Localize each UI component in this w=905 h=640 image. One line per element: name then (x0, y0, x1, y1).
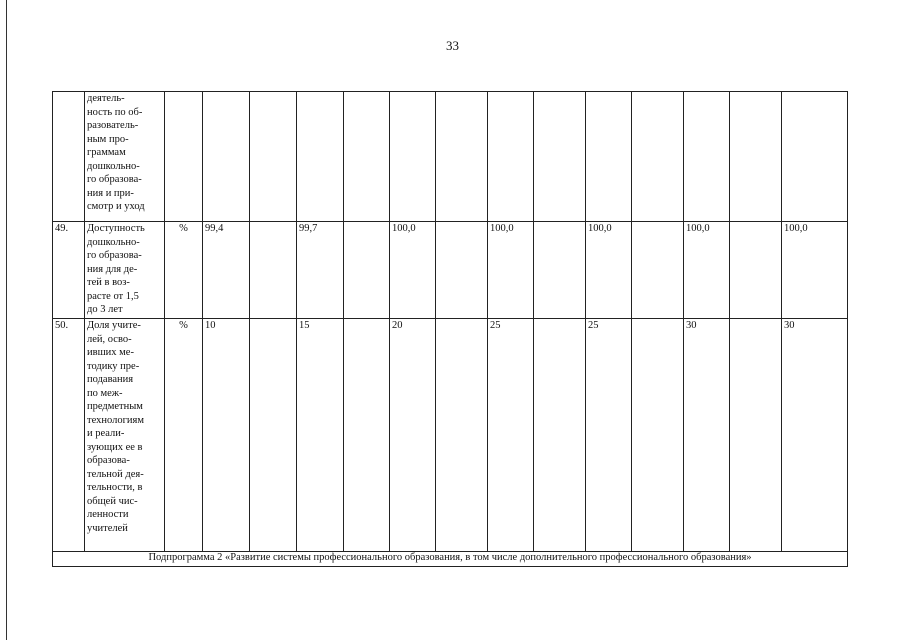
value-cell (250, 92, 297, 222)
value-cell: 20 (390, 319, 436, 552)
indicator-name-cell: Доступность дошкольно- го образова- ния для де- тей в воз- расте от 1,5 до 3 лет (85, 222, 165, 319)
value-cell (632, 319, 684, 552)
table-row-50 (53, 319, 848, 552)
value-cell (730, 222, 782, 319)
value-cell (534, 319, 586, 552)
value-cell (684, 92, 730, 222)
subprogram-title: Подпрограмма 2 «Развитие системы профессионального образования, в том числе дополнительного профессионального образования» (53, 552, 848, 567)
page-number: 33 (446, 38, 459, 53)
unit-cell: % (165, 222, 203, 319)
value-cell: 15 (297, 319, 344, 552)
indicator-name-cell: Доля учите- лей, осво- ивших ме- тодику пре- подавания по меж- предметным технологиям и реали- зующих ее в образова- тельной дея- тельности, в общей чис- ленности учителей (85, 319, 165, 552)
indicator-name-cell: деятель- ность по об- разователь- ным про- граммам дошкольно- го образова- ния и при- смотр и уход (85, 92, 165, 222)
value-cell: 30 (782, 319, 848, 552)
subprogram-row (53, 552, 848, 567)
table-row-49 (53, 222, 848, 319)
value-cell: 100,0 (488, 222, 534, 319)
indicators-table (52, 91, 848, 567)
value-cell (488, 92, 534, 222)
value-cell (297, 92, 344, 222)
value-cell (436, 319, 488, 552)
value-cell (632, 92, 684, 222)
value-cell: 100,0 (782, 222, 848, 319)
unit-cell: % (165, 319, 203, 552)
value-cell (730, 319, 782, 552)
value-cell: 100,0 (586, 222, 632, 319)
value-cell (782, 92, 848, 222)
row-number-cell (53, 92, 85, 222)
row-number-cell: 50. (53, 319, 85, 552)
value-cell: 10 (203, 319, 250, 552)
left-margin-line (6, 0, 7, 640)
value-cell (203, 92, 250, 222)
value-cell: 99,7 (297, 222, 344, 319)
value-cell: 100,0 (684, 222, 730, 319)
value-cell: 25 (586, 319, 632, 552)
value-cell (534, 222, 586, 319)
unit-cell (165, 92, 203, 222)
value-cell (344, 222, 390, 319)
value-cell (344, 92, 390, 222)
value-cell (586, 92, 632, 222)
value-cell (390, 92, 436, 222)
value-cell: 99,4 (203, 222, 250, 319)
value-cell (436, 222, 488, 319)
row-number-cell: 49. (53, 222, 85, 319)
value-cell (436, 92, 488, 222)
value-cell: 30 (684, 319, 730, 552)
value-cell: 100,0 (390, 222, 436, 319)
value-cell (632, 222, 684, 319)
value-cell (344, 319, 390, 552)
value-cell (250, 319, 297, 552)
value-cell (250, 222, 297, 319)
table-row-continuation (53, 92, 848, 222)
value-cell: 25 (488, 319, 534, 552)
value-cell (730, 92, 782, 222)
value-cell (534, 92, 586, 222)
